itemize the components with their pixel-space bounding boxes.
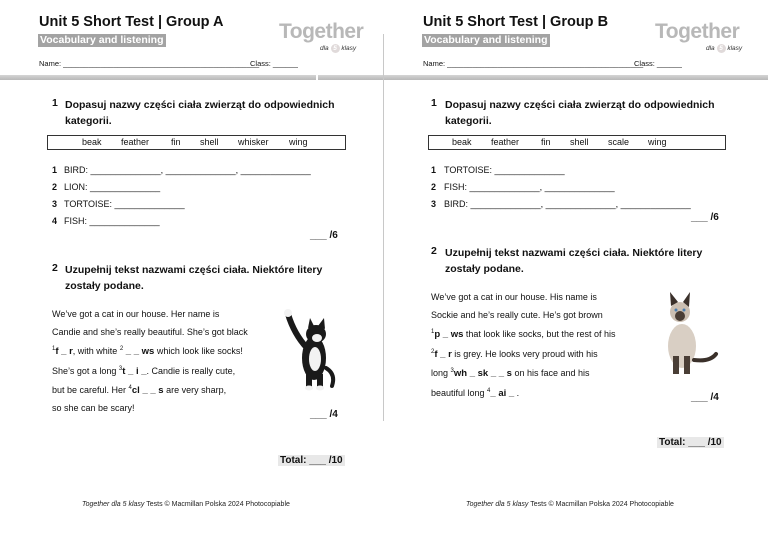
paragraph-text: that look like socks, but the rest of his <box>463 329 616 339</box>
name-field[interactable]: Name: _______________________________________________ <box>39 59 260 68</box>
task2-number: 2 <box>52 262 58 274</box>
paragraph-line: Candie and she’s really beautiful. She’s got black <box>52 326 248 337</box>
page-subtitle: Vocabulary and listening <box>424 34 548 46</box>
paragraph-text: , with white <box>72 346 120 356</box>
together-logo: Together <box>279 20 364 43</box>
word-bank-item: wing <box>289 137 308 147</box>
task2-instruction: Uzupełnij tekst nazwami części ciała. Niektóre litery zostały podane. <box>65 264 323 292</box>
item-number: 2 <box>52 182 58 192</box>
gap-number: 1 <box>52 346 56 352</box>
page-title: Unit 5 Short Test | Group B <box>423 14 609 30</box>
paragraph-text: on his face and his <box>511 368 590 378</box>
task2-score[interactable]: ___ /4 <box>310 409 338 420</box>
word-bank-item: fin <box>541 137 551 147</box>
paragraph-text: long <box>431 368 451 378</box>
logo-subtitle <box>706 44 742 53</box>
word-bank-item: fin <box>171 137 181 147</box>
item-number: 2 <box>431 182 437 192</box>
paragraph-line: so she can be scary! <box>52 402 135 413</box>
word-bank <box>47 135 346 150</box>
logo-five-badge: 5 <box>717 44 726 53</box>
answer-line[interactable]: BIRD: ______________, ______________, ______________ <box>444 199 691 209</box>
cat-story-paragraph <box>52 306 248 417</box>
gap-number: 3 <box>450 368 454 374</box>
gap-number: 2 <box>119 346 124 352</box>
paragraph-text: She’s got a long <box>52 365 119 376</box>
logo-clip <box>279 18 383 66</box>
gap-number: 1 <box>431 329 435 335</box>
page-title: Unit 5 Short Test | Group A <box>39 14 224 30</box>
footer-book-title: Together dla 5 klasy <box>82 501 145 508</box>
page-footer <box>82 501 290 508</box>
gap-word[interactable]: f _ r <box>55 346 73 357</box>
paragraph-text: . <box>514 387 520 398</box>
cat-story-paragraph <box>431 289 615 402</box>
paragraph-line <box>431 344 615 364</box>
paragraph-line: Sockie and he’s really cute. He’s got brown <box>431 309 603 320</box>
paragraph-line: We’ve got a cat in our house. Her name is <box>52 309 220 319</box>
paragraph-line <box>431 324 615 344</box>
paragraph-line <box>431 363 615 383</box>
task2-score[interactable]: ___ /4 <box>691 392 719 403</box>
word-bank-item: beak <box>82 137 102 147</box>
paragraph-line <box>52 361 248 381</box>
paragraph-line <box>431 383 615 403</box>
paragraph-text: are very sharp, <box>163 385 227 395</box>
answer-line[interactable]: TORTOISE: ______________ <box>444 165 565 175</box>
word-bank-item: scale <box>608 137 630 147</box>
word-bank-item: wing <box>648 137 667 147</box>
name-field[interactable]: Name: _______________________________________________ <box>423 59 644 68</box>
task1-instruction: Dopasuj nazwy części ciała zwierząt do odpowiednich kategorii. <box>65 99 335 127</box>
gap-word[interactable]: _ _ ws <box>123 346 155 357</box>
gap-word[interactable]: f _ r <box>434 348 452 360</box>
gap-word[interactable]: wh _ sk _ _ s <box>453 368 512 379</box>
word-bank-item: whisker <box>238 137 269 147</box>
class-field[interactable]: Class: ______ <box>250 59 298 68</box>
task2-number: 2 <box>431 245 437 257</box>
answer-line[interactable]: BIRD: ______________, ______________, ______________ <box>64 165 311 175</box>
paragraph-text: but be careful. Her <box>52 385 129 395</box>
cat-photo-black-white <box>282 304 338 392</box>
task1-number: 1 <box>431 97 437 109</box>
gap-word[interactable]: p _ ws <box>434 329 464 340</box>
paragraph-text: is grey. He looks very proud with his <box>451 348 598 359</box>
page-divider <box>383 34 384 421</box>
paragraph-line <box>52 380 248 400</box>
word-bank-item: beak <box>452 137 472 147</box>
paragraph-text: which look like socks! <box>154 346 243 356</box>
total-score[interactable]: Total: ___ /10 <box>280 455 343 466</box>
paragraph-line: We’ve got a cat in our house. His name is <box>431 292 597 302</box>
gap-word[interactable]: t _ i _ <box>122 365 147 377</box>
together-logo: Together <box>655 20 740 43</box>
logo-sub-prefix: dla <box>706 45 715 53</box>
gap-word[interactable]: _ ai _ <box>490 387 515 399</box>
footer-copyright: Tests © Macmillan Polska 2024 Photocopiable <box>144 501 290 508</box>
item-number: 1 <box>52 165 58 175</box>
page-footer <box>466 501 674 508</box>
header-band-left <box>0 75 316 80</box>
test-page-group-b <box>384 0 768 543</box>
footer-book-title: Together dla 5 klasy <box>466 501 529 508</box>
logo-sub-suffix: klasy <box>341 45 357 53</box>
class-field[interactable]: Class: ______ <box>634 59 682 68</box>
paragraph-line <box>52 341 248 361</box>
footer-copyright: Tests © Macmillan Polska 2024 Photocopiable <box>528 501 674 508</box>
answer-line[interactable]: LION: ______________ <box>64 182 161 192</box>
cat-photo-siamese <box>656 290 720 376</box>
logo-sub-suffix: klasy <box>727 45 743 53</box>
item-number: 1 <box>431 165 437 175</box>
word-bank-item: feather <box>491 137 520 147</box>
word-bank <box>428 135 726 150</box>
item-number: 3 <box>52 199 58 209</box>
answer-line[interactable]: FISH: ______________, ______________ <box>444 182 615 192</box>
page-subtitle: Vocabulary and listening <box>40 34 164 46</box>
answer-line[interactable]: TORTOISE: ______________ <box>64 199 185 209</box>
gap-number: 2 <box>431 348 435 355</box>
answer-line[interactable]: FISH: ______________ <box>64 216 160 226</box>
item-number: 4 <box>52 216 58 226</box>
item-number: 3 <box>431 199 437 209</box>
task1-number: 1 <box>52 97 58 109</box>
logo-sub-prefix: dla <box>320 45 329 53</box>
word-bank-item: feather <box>121 137 150 147</box>
total-score[interactable]: Total: ___ /10 <box>659 437 722 448</box>
task2-instruction: Uzupełnij tekst nazwami części ciała. Niektóre litery zostały podane. <box>445 247 703 275</box>
word-bank-item: shell <box>200 137 219 147</box>
gap-word[interactable]: cl _ _ s <box>131 385 164 396</box>
logo-five-badge: 5 <box>331 44 340 53</box>
task1-score[interactable]: ___ /6 <box>691 212 719 223</box>
paragraph-text: beautiful long <box>431 387 488 398</box>
gap-number: 4 <box>128 385 132 391</box>
word-bank-item: shell <box>570 137 589 147</box>
paragraph-text: . Candie is really cute, <box>146 365 236 376</box>
logo-subtitle <box>320 44 356 53</box>
task1-instruction: Dopasuj nazwy części ciała zwierząt do odpowiednich kategorii. <box>445 99 715 127</box>
task1-score[interactable]: ___ /6 <box>310 230 338 241</box>
header-band-right <box>318 75 768 80</box>
gap-number: 4 <box>487 387 491 394</box>
gap-number: 3 <box>118 365 123 372</box>
